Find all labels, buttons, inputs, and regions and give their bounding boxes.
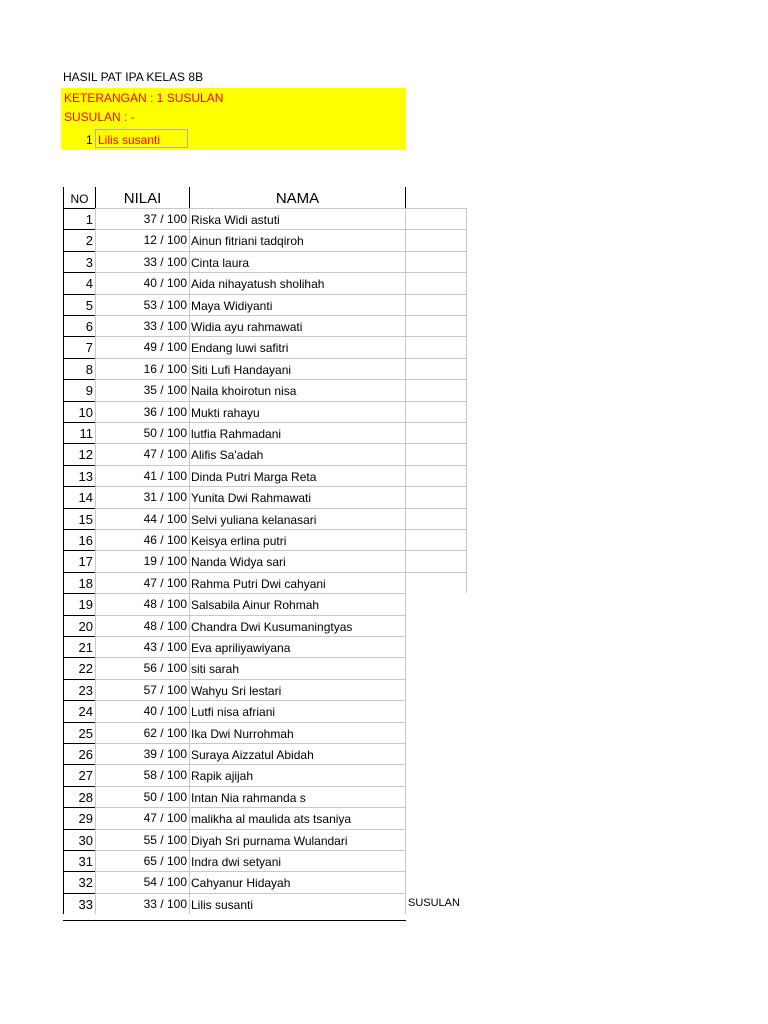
cell-nama[interactable]: Chandra Dwi Kusumaningtyas bbox=[189, 615, 406, 636]
cell-nilai[interactable]: 37 / 100 bbox=[95, 208, 189, 229]
cell-empty[interactable] bbox=[406, 572, 467, 593]
table-row bbox=[0, 700, 768, 721]
table-bottom-border bbox=[63, 920, 406, 921]
cell-nama[interactable]: Lutfi nisa afriani bbox=[189, 700, 406, 721]
cell-empty[interactable] bbox=[406, 401, 467, 422]
cell-no[interactable]: 33 bbox=[63, 893, 95, 914]
cell-nilai[interactable]: 46 / 100 bbox=[95, 529, 189, 550]
table-row bbox=[0, 550, 768, 571]
cell-nama[interactable]: Widia ayu rahmawati bbox=[189, 315, 406, 336]
cell-empty[interactable] bbox=[406, 336, 467, 357]
table-row bbox=[0, 786, 768, 807]
cell-nilai[interactable]: 55 / 100 bbox=[95, 829, 189, 850]
cell-empty[interactable] bbox=[406, 208, 467, 229]
table-row bbox=[0, 465, 768, 486]
cell-nilai[interactable]: 50 / 100 bbox=[95, 786, 189, 807]
cell-no[interactable]: 1 bbox=[63, 208, 95, 229]
cell-nama[interactable]: Selvi yuliana kelanasari bbox=[189, 508, 406, 529]
cell-no[interactable]: 8 bbox=[63, 358, 95, 379]
cell-nama[interactable]: Aida nihayatush sholihah bbox=[189, 272, 406, 293]
cell-no[interactable]: 25 bbox=[63, 722, 95, 743]
cell-no[interactable]: 10 bbox=[63, 401, 95, 422]
cell-no[interactable]: 29 bbox=[63, 807, 95, 828]
cell-nama[interactable]: Dinda Putri Marga Reta bbox=[189, 465, 406, 486]
table-row bbox=[0, 871, 768, 892]
header-nilai: NILAI bbox=[95, 187, 189, 208]
table-row bbox=[0, 657, 768, 678]
cell-no[interactable]: 17 bbox=[63, 550, 95, 571]
cell-nilai[interactable]: 48 / 100 bbox=[95, 593, 189, 614]
cell-nilai[interactable]: 41 / 100 bbox=[95, 465, 189, 486]
cell-no[interactable]: 32 bbox=[63, 871, 95, 892]
cell-empty[interactable] bbox=[406, 229, 467, 250]
cell-no[interactable]: 16 bbox=[63, 529, 95, 550]
cell-no[interactable]: 12 bbox=[63, 443, 95, 464]
sheet-title: HASIL PAT IPA KELAS 8B bbox=[63, 70, 204, 84]
table-row bbox=[0, 208, 768, 229]
table-row bbox=[0, 401, 768, 422]
table-row bbox=[0, 893, 768, 914]
cell-no[interactable]: 22 bbox=[63, 657, 95, 678]
cell-no[interactable]: 13 bbox=[63, 465, 95, 486]
cell-nama[interactable]: Keisya erlina putri bbox=[189, 529, 406, 550]
cell-no[interactable]: 26 bbox=[63, 743, 95, 764]
cell-nama[interactable]: Naila khoirotun nisa bbox=[189, 379, 406, 400]
table-row bbox=[0, 379, 768, 400]
cell-nilai[interactable]: 65 / 100 bbox=[95, 850, 189, 871]
cell-nilai[interactable]: 56 / 100 bbox=[95, 657, 189, 678]
cell-empty[interactable] bbox=[406, 358, 467, 379]
cell-nama[interactable]: Wahyu Sri lestari bbox=[189, 679, 406, 700]
cell-nama[interactable]: Yunita Dwi Rahmawati bbox=[189, 486, 406, 507]
cell-no[interactable]: 31 bbox=[63, 850, 95, 871]
table-row bbox=[0, 422, 768, 443]
cell-nilai[interactable]: 43 / 100 bbox=[95, 636, 189, 657]
cell-nilai[interactable]: 33 / 100 bbox=[95, 315, 189, 336]
cell-nama[interactable]: Mukti rahayu bbox=[189, 401, 406, 422]
table-row bbox=[0, 829, 768, 850]
cell-empty[interactable] bbox=[406, 465, 467, 486]
susulan-number: 1 bbox=[86, 133, 93, 147]
cell-no[interactable]: 18 bbox=[63, 572, 95, 593]
cell-note[interactable]: SUSULAN bbox=[408, 896, 460, 909]
cell-no[interactable]: 11 bbox=[63, 422, 95, 443]
cell-nama[interactable]: Rapik ajijah bbox=[189, 764, 406, 785]
cell-empty[interactable] bbox=[406, 508, 467, 529]
cell-nilai[interactable]: 19 / 100 bbox=[95, 550, 189, 571]
cell-nama[interactable]: Endang luwi safitri bbox=[189, 336, 406, 357]
cell-nama[interactable]: malikha al maulida ats tsaniya bbox=[189, 807, 406, 828]
cell-no[interactable]: 24 bbox=[63, 700, 95, 721]
cell-nama[interactable]: Indra dwi setyani bbox=[189, 850, 406, 871]
cell-nilai[interactable]: 50 / 100 bbox=[95, 422, 189, 443]
cell-nilai[interactable]: 57 / 100 bbox=[95, 679, 189, 700]
cell-empty[interactable] bbox=[406, 486, 467, 507]
cell-nama[interactable]: Ika Dwi Nurrohmah bbox=[189, 722, 406, 743]
table-row bbox=[0, 615, 768, 636]
cell-nilai[interactable]: 35 / 100 bbox=[95, 379, 189, 400]
cell-no[interactable]: 4 bbox=[63, 272, 95, 293]
cell-nama[interactable]: Intan Nia rahmanda s bbox=[189, 786, 406, 807]
table-row bbox=[0, 572, 768, 593]
cell-no[interactable]: 30 bbox=[63, 829, 95, 850]
cell-empty[interactable] bbox=[406, 550, 467, 571]
cell-nilai[interactable]: 47 / 100 bbox=[95, 443, 189, 464]
table-row bbox=[0, 272, 768, 293]
cell-empty[interactable] bbox=[406, 272, 467, 293]
table-row bbox=[0, 636, 768, 657]
cell-nilai[interactable]: 49 / 100 bbox=[95, 336, 189, 357]
cell-no[interactable]: 14 bbox=[63, 486, 95, 507]
cell-nilai[interactable]: 62 / 100 bbox=[95, 722, 189, 743]
header-no: NO bbox=[63, 187, 95, 208]
cell-nilai[interactable]: 53 / 100 bbox=[95, 294, 189, 315]
table-row bbox=[0, 336, 768, 357]
cell-no[interactable]: 6 bbox=[63, 315, 95, 336]
susulan-label: SUSULAN : - bbox=[64, 110, 135, 124]
cell-nilai[interactable]: 40 / 100 bbox=[95, 700, 189, 721]
susulan-name-cell[interactable]: Lilis susanti bbox=[95, 129, 188, 148]
cell-nama[interactable]: Suraya Aizzatul Abidah bbox=[189, 743, 406, 764]
cell-nilai[interactable]: 33 / 100 bbox=[95, 893, 189, 914]
cell-nama[interactable]: lutfia Rahmadani bbox=[189, 422, 406, 443]
cell-nilai[interactable]: 36 / 100 bbox=[95, 401, 189, 422]
cell-empty[interactable] bbox=[406, 422, 467, 443]
cell-nama[interactable]: Siti Lufi Handayani bbox=[189, 358, 406, 379]
table-row bbox=[0, 358, 768, 379]
cell-nilai[interactable]: 48 / 100 bbox=[95, 615, 189, 636]
cell-nama[interactable]: Eva apriliyawiyana bbox=[189, 636, 406, 657]
cell-nama[interactable]: Salsabila Ainur Rohmah bbox=[189, 593, 406, 614]
table-row bbox=[0, 294, 768, 315]
cell-no[interactable]: 27 bbox=[63, 764, 95, 785]
table-row bbox=[0, 486, 768, 507]
table-row bbox=[0, 722, 768, 743]
cell-nilai[interactable]: 44 / 100 bbox=[95, 508, 189, 529]
cell-no[interactable]: 7 bbox=[63, 336, 95, 357]
table-row bbox=[0, 743, 768, 764]
cell-no[interactable]: 3 bbox=[63, 251, 95, 272]
cell-no[interactable]: 15 bbox=[63, 508, 95, 529]
table-row bbox=[0, 679, 768, 700]
cell-nilai[interactable]: 54 / 100 bbox=[95, 871, 189, 892]
cell-nama[interactable]: Cinta laura bbox=[189, 251, 406, 272]
table-row bbox=[0, 251, 768, 272]
cell-no[interactable]: 20 bbox=[63, 615, 95, 636]
header-nama: NAMA bbox=[189, 187, 406, 208]
cell-nama[interactable]: Cahyanur Hidayah bbox=[189, 871, 406, 892]
cell-empty[interactable] bbox=[406, 315, 467, 336]
cell-nilai[interactable]: 12 / 100 bbox=[95, 229, 189, 250]
cell-nama[interactable]: Rahma Putri Dwi cahyani bbox=[189, 572, 406, 593]
cell-no[interactable]: 2 bbox=[63, 229, 95, 250]
cell-nama[interactable]: Lilis susanti bbox=[189, 893, 406, 914]
cell-empty[interactable] bbox=[406, 251, 467, 272]
cell-nilai[interactable]: 47 / 100 bbox=[95, 807, 189, 828]
cell-nama[interactable]: Riska Widi astuti bbox=[189, 208, 406, 229]
table-row bbox=[0, 443, 768, 464]
cell-empty[interactable] bbox=[406, 443, 467, 464]
cell-nilai[interactable]: 40 / 100 bbox=[95, 272, 189, 293]
cell-nama[interactable]: Nanda Widya sari bbox=[189, 550, 406, 571]
cell-nilai[interactable]: 31 / 100 bbox=[95, 486, 189, 507]
keterangan-label: KETERANGAN : 1 SUSULAN bbox=[64, 91, 224, 105]
cell-no[interactable]: 23 bbox=[63, 679, 95, 700]
cell-empty[interactable] bbox=[406, 294, 467, 315]
cell-nilai[interactable]: 33 / 100 bbox=[95, 251, 189, 272]
cell-nama[interactable]: siti sarah bbox=[189, 657, 406, 678]
cell-empty[interactable] bbox=[406, 529, 467, 550]
cell-nama[interactable]: Ainun fitriani tadqiroh bbox=[189, 229, 406, 250]
cell-nama[interactable]: Alifis Sa'adah bbox=[189, 443, 406, 464]
table-row bbox=[0, 315, 768, 336]
table-row bbox=[0, 508, 768, 529]
table-row bbox=[0, 593, 768, 614]
cell-nilai[interactable]: 16 / 100 bbox=[95, 358, 189, 379]
cell-empty[interactable] bbox=[406, 379, 467, 400]
cell-no[interactable]: 28 bbox=[63, 786, 95, 807]
cell-no[interactable]: 19 bbox=[63, 593, 95, 614]
cell-no[interactable]: 5 bbox=[63, 294, 95, 315]
table-row bbox=[0, 229, 768, 250]
cell-no[interactable]: 9 bbox=[63, 379, 95, 400]
table-row bbox=[0, 764, 768, 785]
cell-nilai[interactable]: 39 / 100 bbox=[95, 743, 189, 764]
cell-nama[interactable]: Diyah Sri purnama Wulandari bbox=[189, 829, 406, 850]
cell-no[interactable]: 21 bbox=[63, 636, 95, 657]
cell-nilai[interactable]: 47 / 100 bbox=[95, 572, 189, 593]
table-row bbox=[0, 807, 768, 828]
cell-nilai[interactable]: 58 / 100 bbox=[95, 764, 189, 785]
cell-nama[interactable]: Maya Widiyanti bbox=[189, 294, 406, 315]
table-row bbox=[0, 850, 768, 871]
table-row bbox=[0, 529, 768, 550]
